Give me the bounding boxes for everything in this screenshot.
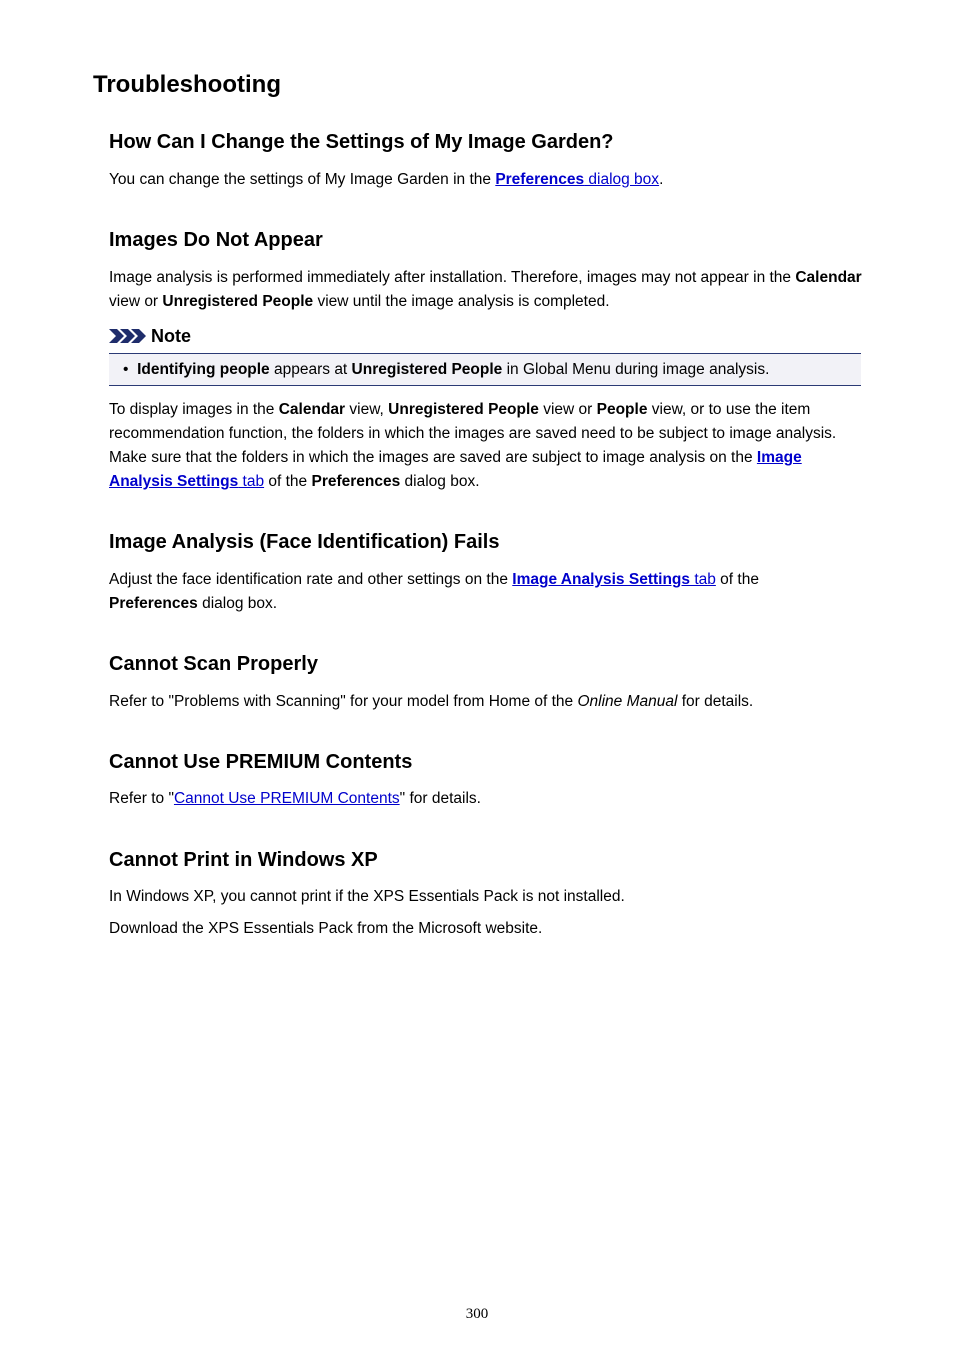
section-heading-images-not-appear: Images Do Not Appear — [109, 229, 323, 251]
page-number: 300 — [465, 1306, 489, 1322]
section-heading-premium-contents: Cannot Use PREMIUM Contents — [109, 751, 413, 773]
section-heading-windows-xp: Cannot Print in Windows XP — [109, 849, 378, 871]
note-label: Note — [151, 326, 191, 346]
paragraph-display-images: To display images in the Calendar view, Unregistered People view or People view, or to use the item recommendation function, the folders in which the images are saved need to be subject to image analysis. Make sure that the folders in which the images are saved are subject to image analysis on the Image Analysis Settings tab of the Preferences dialog box. — [109, 401, 837, 490]
cannot-use-premium-contents-link[interactable]: Cannot Use PREMIUM Contents — [173, 790, 400, 807]
section-heading-change-settings: How Can I Change the Settings of My Image Garden? — [109, 131, 614, 153]
paragraph-windows-xp-1: In Windows XP, you cannot print if the XPS Essentials Pack is not installed. — [109, 888, 625, 905]
section-heading-face-identification: Image Analysis (Face Identification) Fails — [109, 531, 500, 553]
preferences-dialog-link[interactable]: Preferences dialog box — [495, 171, 660, 188]
paragraph-change-settings: You can change the settings of My Image Garden in the Preferences dialog box. — [109, 171, 664, 188]
section-heading-cannot-scan: Cannot Scan Properly — [109, 653, 318, 675]
paragraph-premium-contents: Refer to "Cannot Use PREMIUM Contents" for details. — [109, 790, 481, 807]
bullet: • — [123, 361, 129, 378]
note-arrows-icon — [109, 327, 147, 345]
image-analysis-settings-tab-link[interactable]: Image Analysis Settings tab — [109, 449, 802, 490]
paragraph-cannot-scan: Refer to "Problems with Scanning" for your model from Home of the Online Manual for details. — [109, 693, 754, 710]
page-title: Troubleshooting — [93, 71, 281, 98]
note-header — [109, 324, 191, 348]
note-box — [109, 353, 861, 386]
paragraph-windows-xp-2: Download the XPS Essentials Pack from the Microsoft website. — [109, 920, 543, 937]
paragraph-face-identification: Adjust the face identification rate and other settings on the Image Analysis Settings tab of the Preferences dialog box. — [109, 571, 759, 612]
image-analysis-settings-tab-link-2[interactable]: Image Analysis Settings tab — [512, 571, 716, 588]
paragraph-images-not-appear: Image analysis is performed immediately after installation. Therefore, images may not appear in the Calendar view or Unregistered People view until the image analysis is completed. — [109, 269, 862, 310]
note-list-item: • Identifying people appears at Unregistered People in Global Menu during image analysis. — [123, 361, 770, 378]
